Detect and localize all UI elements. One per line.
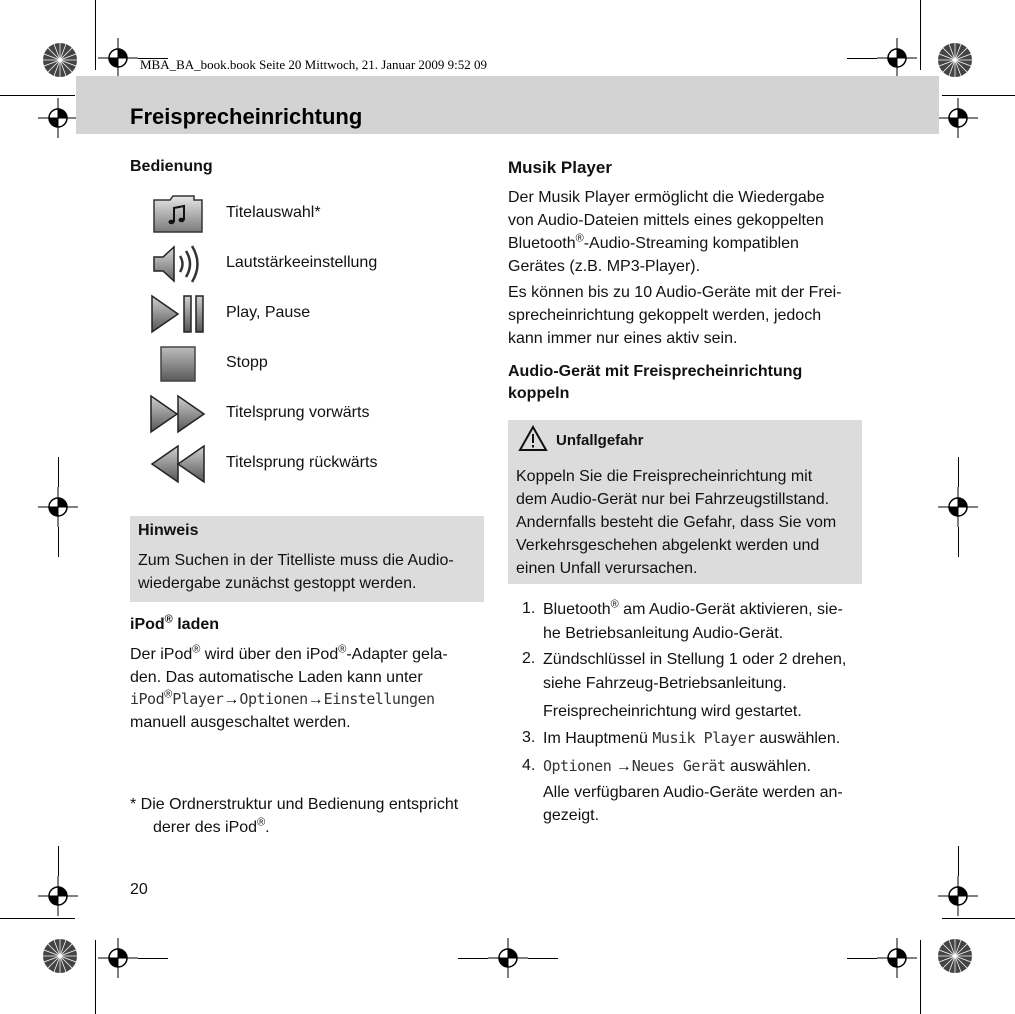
starburst-mark-icon bbox=[937, 938, 973, 974]
registration-mark-icon bbox=[877, 938, 917, 978]
control-label: Play, Pause bbox=[226, 304, 311, 321]
warning-title: Unfallgefahr bbox=[556, 432, 644, 449]
play-pause-icon bbox=[148, 292, 208, 336]
control-label: Titelauswahl* bbox=[226, 204, 321, 221]
print-slug: MBA_BA_book.book Seite 20 Mittwoch, 21. Januar 2009 9:52 09 bbox=[140, 57, 488, 72]
paragraph-line: Gerätes (z.B. MP3-Player). bbox=[508, 258, 701, 275]
speaker-volume-icon bbox=[148, 242, 208, 286]
step-number: 1. bbox=[522, 600, 536, 617]
control-label: Titelsprung vorwärts bbox=[226, 404, 370, 421]
warning-text-line: dem Audio-Gerät nur bei Fahrzeugstillstand. bbox=[516, 491, 830, 508]
paragraph-line: sprecheinrichtung gekoppelt werden, jedoch bbox=[508, 307, 822, 324]
registration-mark-icon bbox=[98, 38, 138, 78]
paragraph-line: Bluetooth®-Audio-Streaming kompatiblen bbox=[508, 232, 799, 252]
warning-triangle-icon bbox=[518, 425, 548, 452]
warning-text-line: Andernfalls besteht die Gefahr, dass Sie vom bbox=[516, 514, 837, 531]
ipod-text-line: den. Das automatische Laden kann unter bbox=[130, 669, 423, 686]
page-number: 20 bbox=[130, 881, 148, 898]
section-heading-bedienung: Bedienung bbox=[130, 158, 213, 175]
footnote-line: derer des iPod®. bbox=[153, 816, 270, 836]
paragraph-line: Der Musik Player ermöglicht die Wiedergabe bbox=[508, 189, 825, 206]
step-text: Im Hauptmenü Musik Player auswählen. bbox=[543, 729, 841, 747]
paragraph-line: kann immer nur eines aktiv sein. bbox=[508, 330, 738, 347]
step-number: 2. bbox=[522, 650, 536, 667]
control-row bbox=[148, 292, 488, 338]
page-title: Freisprecheinrichtung bbox=[130, 104, 363, 129]
starburst-mark-icon bbox=[937, 42, 973, 78]
starburst-mark-icon bbox=[42, 42, 78, 78]
registration-mark-icon bbox=[938, 487, 978, 527]
hint-text-line: Zum Suchen in der Titelliste muss die Audio- bbox=[138, 552, 454, 569]
step-result: Freisprecheinrichtung wird gestartet. bbox=[543, 703, 802, 720]
step-text: Zündschlüssel in Stellung 1 oder 2 drehen, bbox=[543, 651, 847, 668]
control-row bbox=[148, 442, 488, 488]
step-result: gezeigt. bbox=[543, 807, 600, 824]
warning-text-line: Koppeln Sie die Freisprecheinrichtung mit bbox=[516, 468, 813, 485]
folder-music-icon bbox=[148, 192, 208, 236]
control-label: Lautstärkeeinstellung bbox=[226, 254, 378, 271]
step-text: siehe Fahrzeug-Betriebsanleitung. bbox=[543, 675, 787, 692]
section-heading-ipod: iPod® laden bbox=[130, 613, 220, 633]
section-heading-musik-player: Musik Player bbox=[508, 158, 612, 177]
paragraph-line: von Audio-Dateien mittels eines gekoppelten bbox=[508, 212, 824, 229]
control-row bbox=[148, 242, 488, 288]
warning-text-line: Verkehrsgeschehen abgelenkt werden und bbox=[516, 537, 820, 554]
registration-mark-icon bbox=[38, 876, 78, 916]
registration-mark-icon bbox=[938, 98, 978, 138]
hint-title: Hinweis bbox=[138, 522, 199, 539]
step-text: Bluetooth® am Audio-Gerät aktivieren, sie- bbox=[543, 598, 843, 618]
step-result: Alle verfügbaren Audio-Geräte werden an- bbox=[543, 784, 843, 801]
registration-mark-icon bbox=[488, 938, 528, 978]
registration-mark-icon bbox=[38, 487, 78, 527]
stop-icon bbox=[148, 342, 208, 386]
ipod-text-line: Der iPod® wird über den iPod®-Adapter gela- bbox=[130, 643, 448, 663]
registration-mark-icon bbox=[938, 876, 978, 916]
registration-mark-icon bbox=[877, 38, 917, 78]
registration-mark-icon bbox=[98, 938, 138, 978]
step-text: he Betriebsanleitung Audio-Gerät. bbox=[543, 625, 784, 642]
rewind-icon bbox=[148, 442, 208, 486]
ipod-text-line: manuell ausgeschaltet werden. bbox=[130, 714, 351, 731]
control-label: Stopp bbox=[226, 354, 268, 371]
hint-text-line: wiedergabe zunächst gestoppt werden. bbox=[138, 575, 417, 592]
ipod-menu-path: iPod®Player→Optionen→Einstellungen bbox=[130, 688, 435, 708]
step-number: 4. bbox=[522, 757, 536, 774]
control-row bbox=[148, 342, 488, 388]
control-label: Titelsprung rückwärts bbox=[226, 454, 378, 471]
section-heading-koppeln: koppeln bbox=[508, 385, 570, 402]
step-number: 3. bbox=[522, 729, 536, 746]
control-row bbox=[148, 192, 488, 238]
paragraph-line: Es können bis zu 10 Audio-Geräte mit der Frei- bbox=[508, 284, 842, 301]
registration-mark-icon bbox=[38, 98, 78, 138]
footnote-line: * Die Ordnerstruktur und Bedienung entspricht bbox=[130, 796, 459, 813]
control-row bbox=[148, 392, 488, 438]
fast-forward-icon bbox=[148, 392, 208, 436]
starburst-mark-icon bbox=[42, 938, 78, 974]
step-text: Optionen →Neues Gerät auswählen. bbox=[543, 757, 811, 775]
section-heading-koppeln: Audio-Gerät mit Freisprecheinrichtung bbox=[508, 363, 803, 380]
warning-text-line: einen Unfall verursachen. bbox=[516, 560, 698, 577]
